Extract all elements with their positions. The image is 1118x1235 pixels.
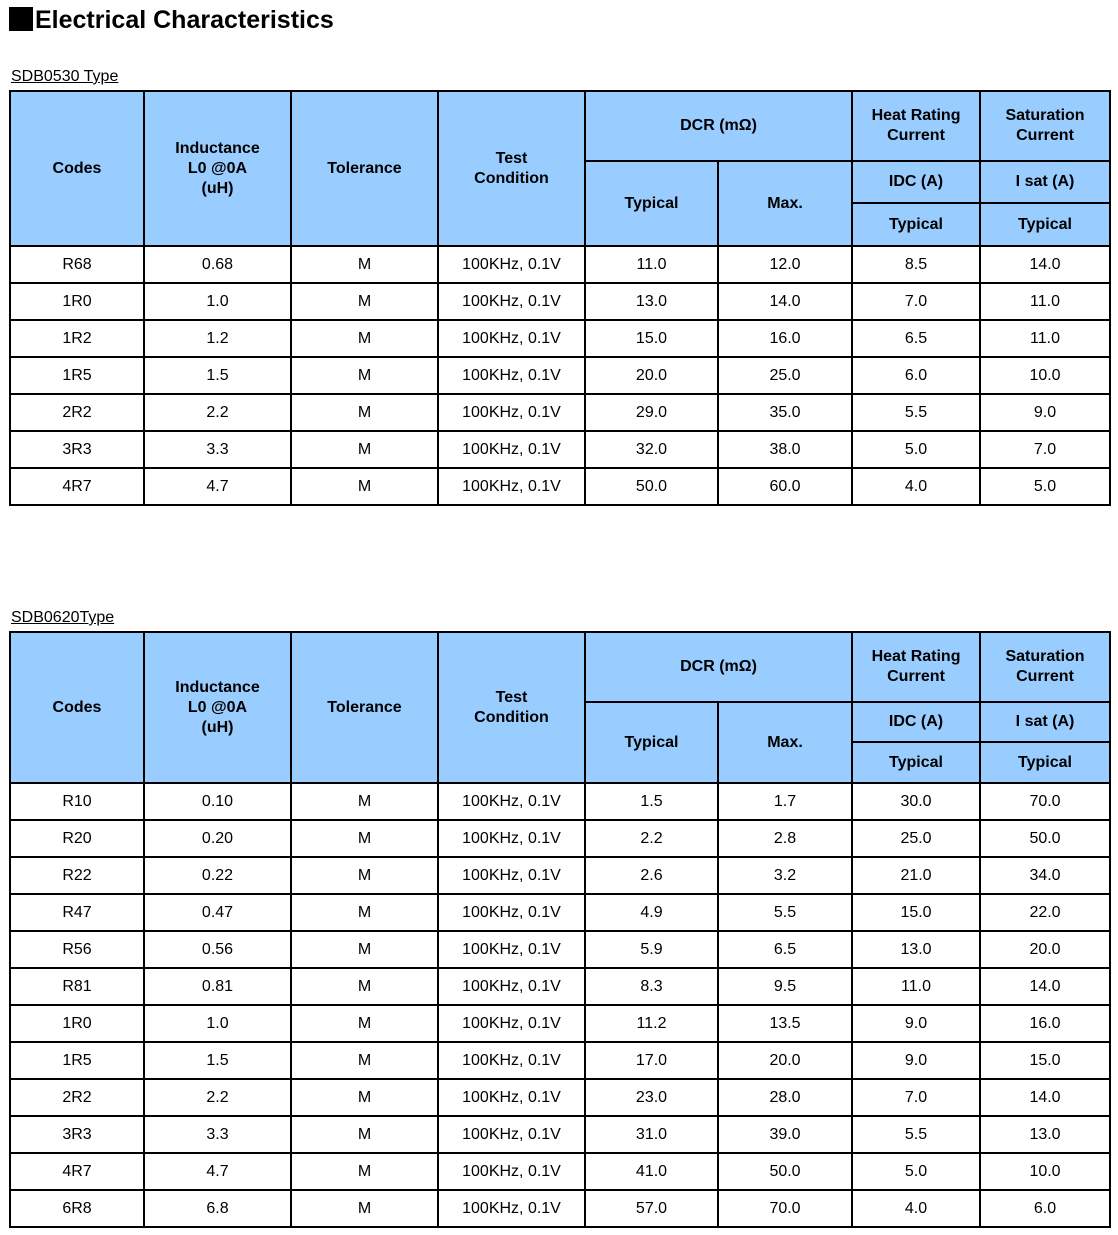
table-row [10, 246, 1110, 283]
header-dcr-max: Max. [718, 161, 852, 246]
cell-test-condition: 100KHz, 0.1V [438, 894, 585, 931]
cell-tolerance: M [291, 1079, 438, 1116]
cell-inductance: 0.22 [144, 857, 291, 894]
cell-isat-typical: 5.0 [980, 468, 1110, 505]
cell-tolerance: M [291, 320, 438, 357]
header-isat: I sat (A) [980, 702, 1110, 742]
cell-dcr-typical: 29.0 [585, 394, 718, 431]
cell-code: 3R3 [10, 1116, 144, 1153]
cell-inductance: 3.3 [144, 1116, 291, 1153]
header-dcr-typical: Typical [585, 161, 718, 246]
header-dcr: DCR (mΩ) [585, 632, 852, 702]
table-row [10, 820, 1110, 857]
cell-inductance: 0.20 [144, 820, 291, 857]
table-row [10, 857, 1110, 894]
cell-idc-typical: 4.0 [852, 1190, 980, 1227]
cell-idc-typical: 11.0 [852, 968, 980, 1005]
header-inductance: Inductance L0 @0A (uH) [144, 632, 291, 783]
cell-dcr-max: 60.0 [718, 468, 852, 505]
cell-test-condition: 100KHz, 0.1V [438, 1116, 585, 1153]
table-row [10, 394, 1110, 431]
cell-inductance: 6.8 [144, 1190, 291, 1227]
cell-inductance: 4.7 [144, 1153, 291, 1190]
header-isat: I sat (A) [980, 161, 1110, 203]
cell-dcr-max: 35.0 [718, 394, 852, 431]
cell-dcr-typical: 1.5 [585, 783, 718, 820]
cell-inductance: 0.47 [144, 894, 291, 931]
cell-inductance: 1.5 [144, 1042, 291, 1079]
cell-inductance: 3.3 [144, 431, 291, 468]
cell-isat-typical: 10.0 [980, 1153, 1110, 1190]
cell-code: 1R5 [10, 1042, 144, 1079]
table-row [10, 783, 1110, 820]
cell-test-condition: 100KHz, 0.1V [438, 1153, 585, 1190]
table-row [10, 968, 1110, 1005]
header-tolerance: Tolerance [291, 632, 438, 783]
cell-isat-typical: 11.0 [980, 320, 1110, 357]
header-dcr-max: Max. [718, 702, 852, 783]
header-saturation: Saturation Current [980, 632, 1110, 702]
header-heat-rating: Heat Rating Current [852, 91, 980, 161]
table-body-sdb0530 [10, 246, 1110, 505]
cell-idc-typical: 9.0 [852, 1005, 980, 1042]
cell-tolerance: M [291, 1190, 438, 1227]
cell-dcr-typical: 23.0 [585, 1079, 718, 1116]
cell-dcr-max: 70.0 [718, 1190, 852, 1227]
cell-code: 3R3 [10, 431, 144, 468]
cell-isat-typical: 9.0 [980, 394, 1110, 431]
cell-dcr-typical: 2.6 [585, 857, 718, 894]
cell-idc-typical: 25.0 [852, 820, 980, 857]
cell-tolerance: M [291, 1005, 438, 1042]
cell-idc-typical: 30.0 [852, 783, 980, 820]
cell-isat-typical: 34.0 [980, 857, 1110, 894]
cell-dcr-typical: 32.0 [585, 431, 718, 468]
cell-test-condition: 100KHz, 0.1V [438, 1190, 585, 1227]
table-row [10, 1190, 1110, 1227]
cell-isat-typical: 6.0 [980, 1190, 1110, 1227]
cell-isat-typical: 7.0 [980, 431, 1110, 468]
cell-code: 4R7 [10, 468, 144, 505]
cell-code: R68 [10, 246, 144, 283]
header-tolerance: Tolerance [291, 91, 438, 246]
cell-dcr-max: 39.0 [718, 1116, 852, 1153]
cell-idc-typical: 21.0 [852, 857, 980, 894]
cell-idc-typical: 8.5 [852, 246, 980, 283]
cell-inductance: 1.0 [144, 283, 291, 320]
cell-inductance: 1.2 [144, 320, 291, 357]
cell-inductance: 0.81 [144, 968, 291, 1005]
cell-inductance: 2.2 [144, 1079, 291, 1116]
cell-code: 2R2 [10, 394, 144, 431]
cell-test-condition: 100KHz, 0.1V [438, 468, 585, 505]
table-row [10, 1042, 1110, 1079]
cell-dcr-typical: 11.0 [585, 246, 718, 283]
cell-dcr-typical: 50.0 [585, 468, 718, 505]
cell-isat-typical: 14.0 [980, 968, 1110, 1005]
cell-tolerance: M [291, 1153, 438, 1190]
header-idc: IDC (A) [852, 702, 980, 742]
cell-dcr-typical: 13.0 [585, 283, 718, 320]
cell-isat-typical: 50.0 [980, 820, 1110, 857]
cell-inductance: 2.2 [144, 394, 291, 431]
table-row [10, 1079, 1110, 1116]
cell-dcr-max: 20.0 [718, 1042, 852, 1079]
header-dcr: DCR (mΩ) [585, 91, 852, 161]
cell-tolerance: M [291, 820, 438, 857]
cell-dcr-max: 5.5 [718, 894, 852, 931]
cell-isat-typical: 13.0 [980, 1116, 1110, 1153]
table-body-sdb0620 [10, 783, 1110, 1227]
header-isat-typical: Typical [980, 742, 1110, 783]
cell-tolerance: M [291, 357, 438, 394]
cell-code: R20 [10, 820, 144, 857]
header-idc-typical: Typical [852, 203, 980, 246]
cell-test-condition: 100KHz, 0.1V [438, 246, 585, 283]
cell-code: 2R2 [10, 1079, 144, 1116]
cell-isat-typical: 16.0 [980, 1005, 1110, 1042]
cell-dcr-typical: 11.2 [585, 1005, 718, 1042]
cell-test-condition: 100KHz, 0.1V [438, 783, 585, 820]
cell-inductance: 0.68 [144, 246, 291, 283]
cell-code: 6R8 [10, 1190, 144, 1227]
table-row [10, 283, 1110, 320]
cell-idc-typical: 5.0 [852, 431, 980, 468]
page-title: Electrical Characteristics [9, 4, 334, 36]
cell-test-condition: 100KHz, 0.1V [438, 357, 585, 394]
header-test-condition: Test Condition [438, 91, 585, 246]
cell-tolerance: M [291, 931, 438, 968]
cell-test-condition: 100KHz, 0.1V [438, 283, 585, 320]
cell-tolerance: M [291, 1116, 438, 1153]
cell-test-condition: 100KHz, 0.1V [438, 931, 585, 968]
cell-tolerance: M [291, 857, 438, 894]
cell-code: 1R2 [10, 320, 144, 357]
cell-code: R56 [10, 931, 144, 968]
cell-dcr-typical: 57.0 [585, 1190, 718, 1227]
header-test-condition: Test Condition [438, 632, 585, 783]
cell-dcr-max: 9.5 [718, 968, 852, 1005]
cell-test-condition: 100KHz, 0.1V [438, 431, 585, 468]
cell-dcr-max: 50.0 [718, 1153, 852, 1190]
header-inductance: Inductance L0 @0A (uH) [144, 91, 291, 246]
cell-isat-typical: 11.0 [980, 283, 1110, 320]
cell-dcr-typical: 20.0 [585, 357, 718, 394]
table-row [10, 1005, 1110, 1042]
cell-dcr-typical: 4.9 [585, 894, 718, 931]
cell-dcr-max: 28.0 [718, 1079, 852, 1116]
header-codes: Codes [10, 632, 144, 783]
cell-idc-typical: 5.5 [852, 394, 980, 431]
cell-tolerance: M [291, 283, 438, 320]
spec-table-sdb0530 [9, 90, 1111, 506]
cell-dcr-max: 13.5 [718, 1005, 852, 1042]
cell-code: 1R0 [10, 283, 144, 320]
table-row [10, 894, 1110, 931]
cell-code: R81 [10, 968, 144, 1005]
table-row [10, 357, 1110, 394]
cell-test-condition: 100KHz, 0.1V [438, 394, 585, 431]
cell-idc-typical: 5.0 [852, 1153, 980, 1190]
cell-test-condition: 100KHz, 0.1V [438, 820, 585, 857]
cell-isat-typical: 10.0 [980, 357, 1110, 394]
cell-dcr-typical: 2.2 [585, 820, 718, 857]
cell-test-condition: 100KHz, 0.1V [438, 1079, 585, 1116]
cell-dcr-max: 25.0 [718, 357, 852, 394]
cell-dcr-max: 2.8 [718, 820, 852, 857]
cell-idc-typical: 5.5 [852, 1116, 980, 1153]
cell-inductance: 0.10 [144, 783, 291, 820]
cell-code: 1R5 [10, 357, 144, 394]
table-row [10, 468, 1110, 505]
cell-idc-typical: 7.0 [852, 1079, 980, 1116]
header-dcr-typical: Typical [585, 702, 718, 783]
header-idc: IDC (A) [852, 161, 980, 203]
cell-isat-typical: 14.0 [980, 246, 1110, 283]
cell-idc-typical: 7.0 [852, 283, 980, 320]
header-idc-typical: Typical [852, 742, 980, 783]
cell-dcr-max: 38.0 [718, 431, 852, 468]
cell-dcr-max: 1.7 [718, 783, 852, 820]
cell-tolerance: M [291, 1042, 438, 1079]
cell-tolerance: M [291, 246, 438, 283]
cell-dcr-max: 14.0 [718, 283, 852, 320]
cell-code: 4R7 [10, 1153, 144, 1190]
cell-isat-typical: 20.0 [980, 931, 1110, 968]
cell-test-condition: 100KHz, 0.1V [438, 968, 585, 1005]
cell-test-condition: 100KHz, 0.1V [438, 1005, 585, 1042]
cell-idc-typical: 4.0 [852, 468, 980, 505]
cell-code: R10 [10, 783, 144, 820]
cell-dcr-max: 16.0 [718, 320, 852, 357]
table-row [10, 1153, 1110, 1190]
cell-inductance: 1.0 [144, 1005, 291, 1042]
cell-inductance: 4.7 [144, 468, 291, 505]
cell-idc-typical: 6.5 [852, 320, 980, 357]
cell-tolerance: M [291, 431, 438, 468]
cell-dcr-typical: 41.0 [585, 1153, 718, 1190]
cell-inductance: 0.56 [144, 931, 291, 968]
cell-idc-typical: 15.0 [852, 894, 980, 931]
table-caption-sdb0620: SDB0620Type [11, 609, 115, 626]
cell-dcr-typical: 31.0 [585, 1116, 718, 1153]
black-square-icon [9, 7, 33, 31]
table-row [10, 1116, 1110, 1153]
cell-dcr-typical: 8.3 [585, 968, 718, 1005]
cell-isat-typical: 15.0 [980, 1042, 1110, 1079]
cell-code: 1R0 [10, 1005, 144, 1042]
cell-idc-typical: 6.0 [852, 357, 980, 394]
cell-code: R22 [10, 857, 144, 894]
cell-test-condition: 100KHz, 0.1V [438, 1042, 585, 1079]
cell-dcr-max: 12.0 [718, 246, 852, 283]
cell-test-condition: 100KHz, 0.1V [438, 320, 585, 357]
table-row [10, 431, 1110, 468]
cell-tolerance: M [291, 783, 438, 820]
cell-dcr-typical: 5.9 [585, 931, 718, 968]
header-isat-typical: Typical [980, 203, 1110, 246]
header-heat-rating: Heat Rating Current [852, 632, 980, 702]
table-caption-sdb0530: SDB0530 Type [11, 68, 119, 85]
cell-isat-typical: 70.0 [980, 783, 1110, 820]
cell-tolerance: M [291, 968, 438, 1005]
cell-idc-typical: 13.0 [852, 931, 980, 968]
header-saturation: Saturation Current [980, 91, 1110, 161]
cell-dcr-typical: 17.0 [585, 1042, 718, 1079]
cell-idc-typical: 9.0 [852, 1042, 980, 1079]
cell-dcr-max: 3.2 [718, 857, 852, 894]
cell-tolerance: M [291, 468, 438, 505]
header-codes: Codes [10, 91, 144, 246]
cell-code: R47 [10, 894, 144, 931]
cell-dcr-max: 6.5 [718, 931, 852, 968]
spec-table-sdb0620 [9, 631, 1111, 1228]
cell-isat-typical: 14.0 [980, 1079, 1110, 1116]
cell-tolerance: M [291, 894, 438, 931]
table-row [10, 931, 1110, 968]
table-row [10, 320, 1110, 357]
cell-dcr-typical: 15.0 [585, 320, 718, 357]
cell-tolerance: M [291, 394, 438, 431]
cell-isat-typical: 22.0 [980, 894, 1110, 931]
cell-test-condition: 100KHz, 0.1V [438, 857, 585, 894]
cell-inductance: 1.5 [144, 357, 291, 394]
